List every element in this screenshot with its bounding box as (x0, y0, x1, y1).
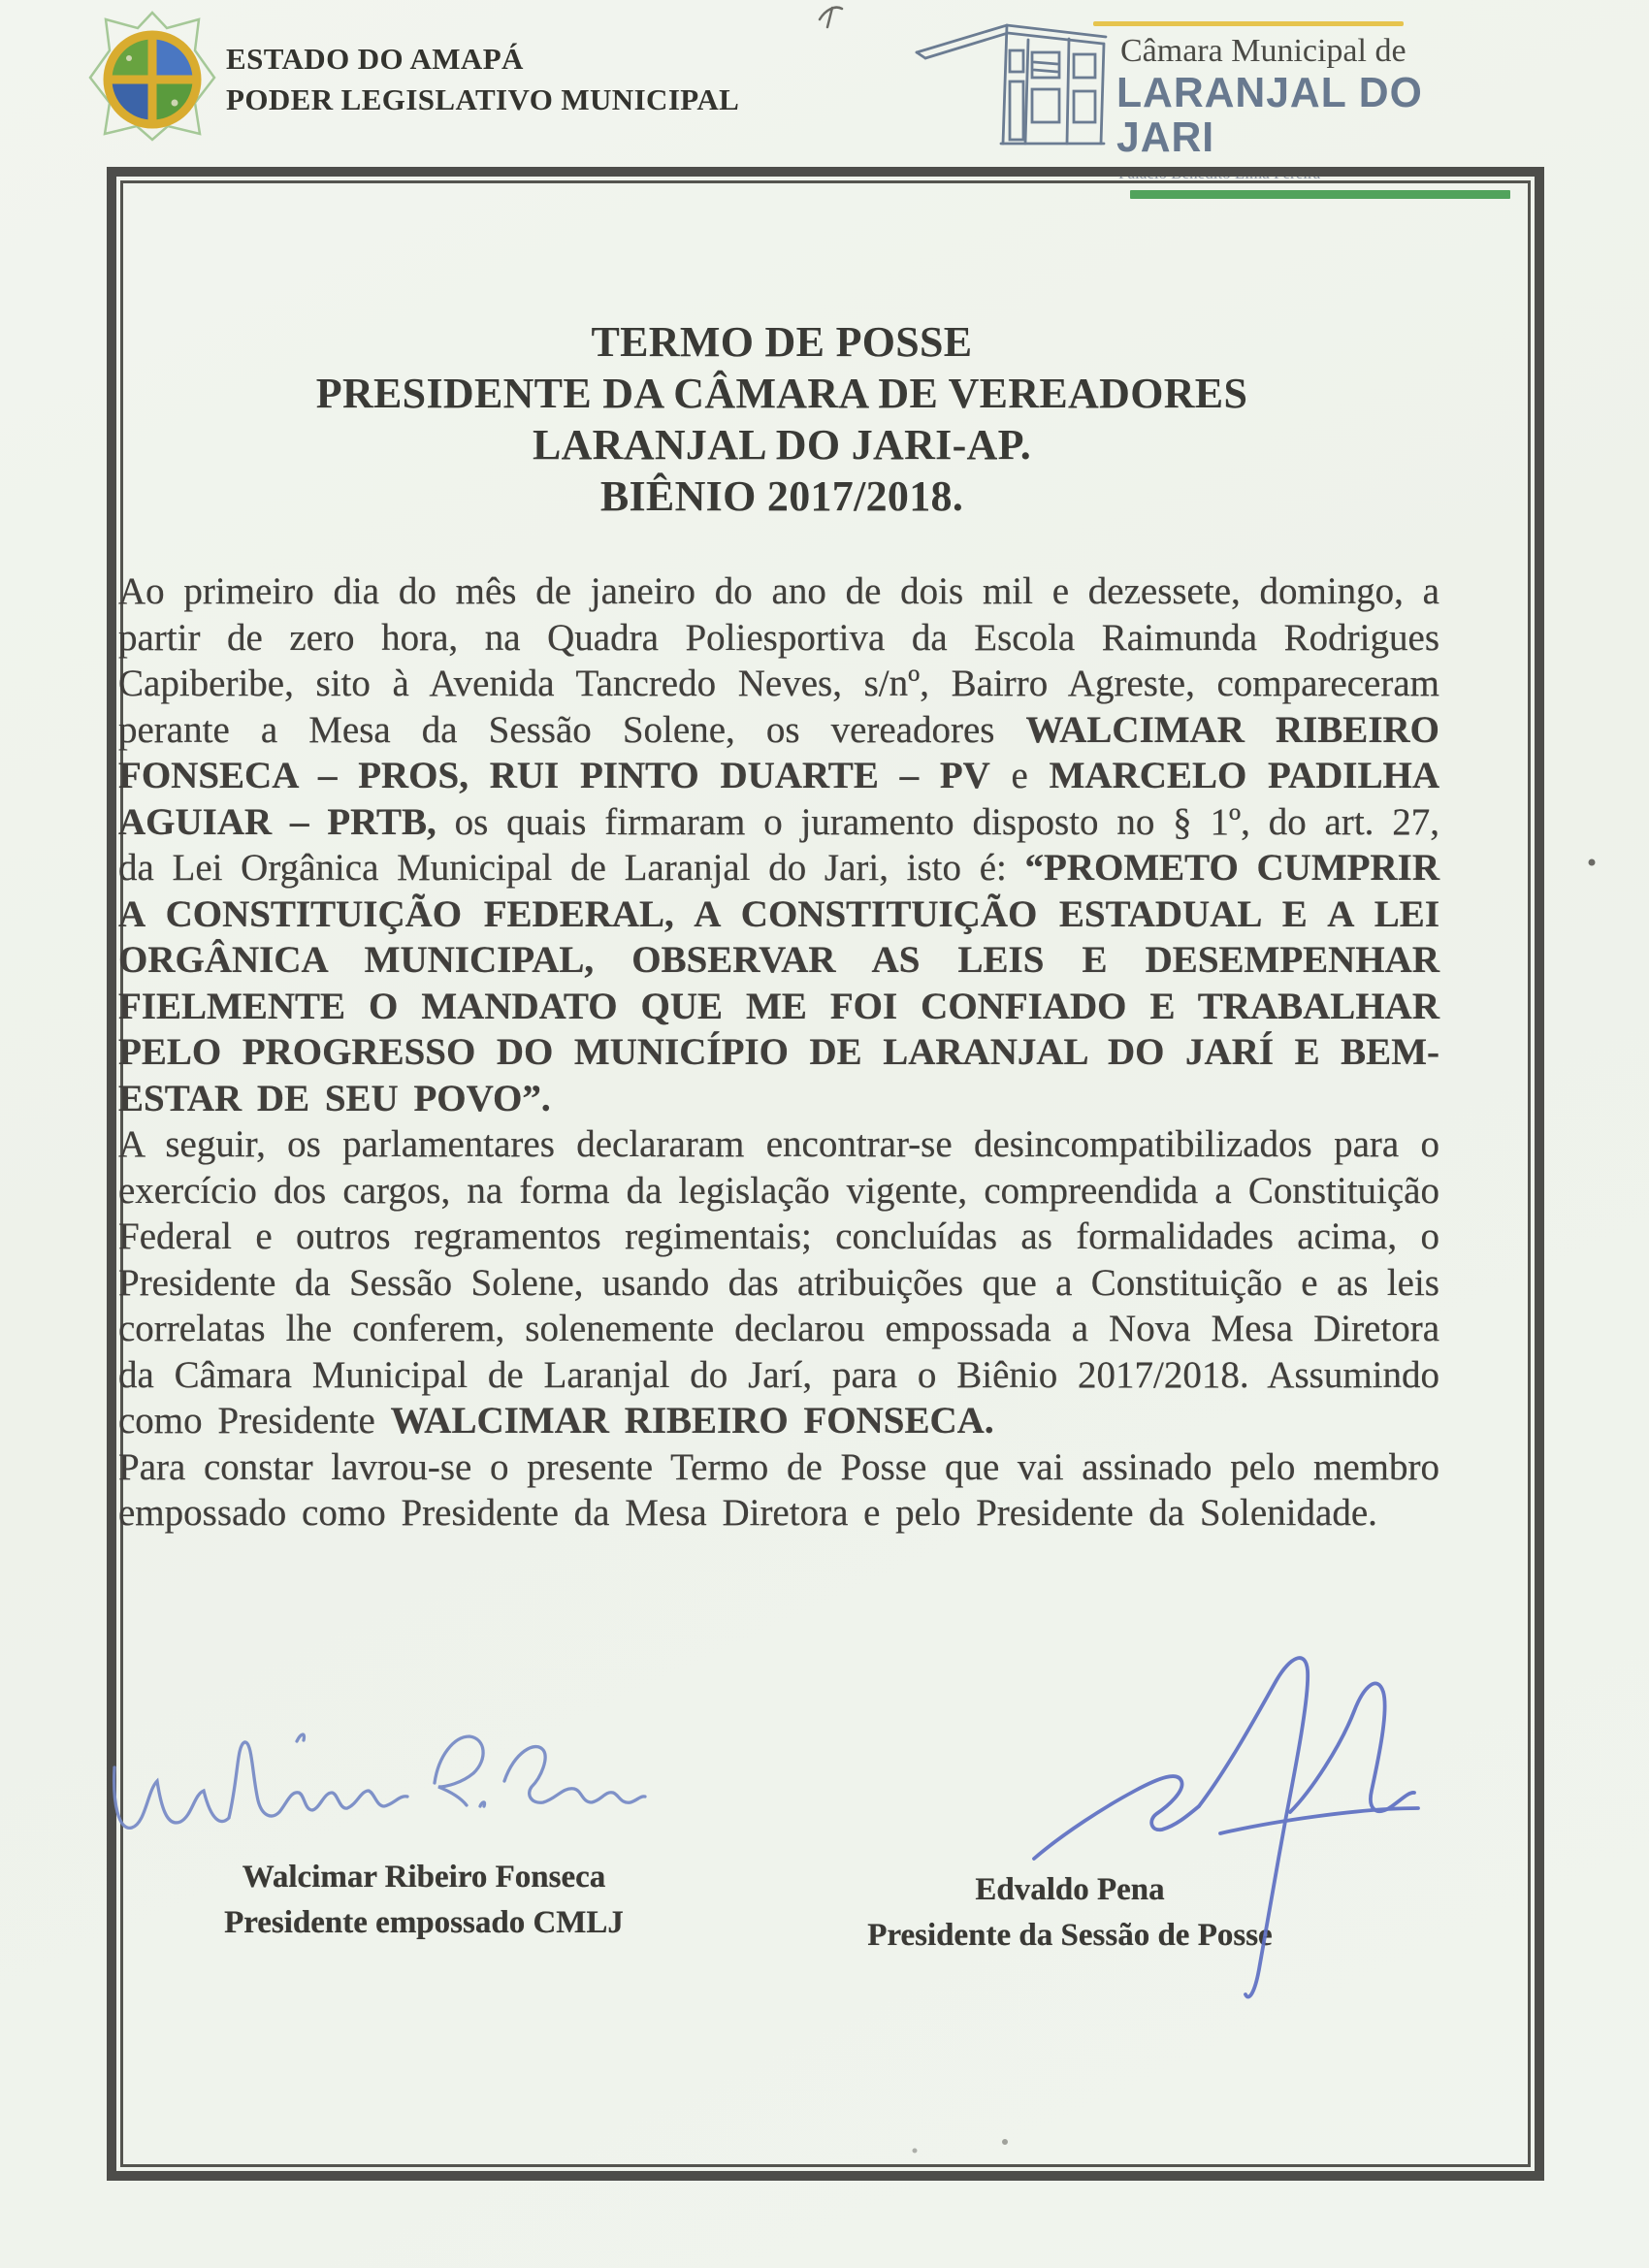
signer-name: Edvaldo Pena (975, 1872, 1165, 1907)
title-line-3: LARANJAL DO JARI-AP. (532, 421, 1032, 469)
signer-role: Presidente empossado CMLJ (224, 1905, 624, 1940)
logo-small-title: Câmara Municipal de (1120, 33, 1406, 69)
document-title (118, 316, 1445, 522)
logo-yellow-rule (1093, 21, 1404, 26)
signer-name: Walcimar Ribeiro Fonseca (242, 1860, 606, 1895)
title-line-2: PRESIDENTE DA CÂMARA DE VEREADORES (315, 370, 1248, 417)
signature-block-walcimar (181, 1855, 666, 1946)
paragraph-oath: Ao primeiro dia do mês de janeiro do ano de dois mil e dezessete, domingo, a partir de zero hora, na Quadra Poliesportiva da Escola Raimunda Rodrigues Capiberibe, sito à Avenida Tancredo Neves, s/nº, Bairro Agreste, compareceram perante a Mesa da Sessão Solene, os vereadores WALCIMAR RIBEIRO FONSECA – PROS, RUI PINTO DUARTE – PV e MARCELO PADILHA AGUIAR – PRTB, os quais firmaram o juramento disposto no § 1º, do art. 27, da Lei Orgânica Municipal de Laranjal do Jari, isto é: “PROMETO CUMPRIR A CONSTITUIÇÃO FEDERAL, A CONSTITUIÇÃO ESTADUAL E A LEI ORGÂNICA MUNICIPAL, OBSERVAR AS LEIS E DESEMPENHAR FIELMENTE O MANDATO QUE ME FOI CONFIADO E TRABALHAR PELO PROGRESSO DO MUNICÍPIO DE LARANJAL DO JARÍ E BEM-ESTAR DE SEU POVO”. (118, 570, 1440, 1119)
state-name: ESTADO DO AMAPÁ (226, 42, 524, 76)
legislative-power-label: PODER LEGISLATIVO MUNICIPAL (226, 82, 740, 116)
logo-city-name: LARANJAL DO JARI (1116, 69, 1423, 161)
document-body (118, 568, 1439, 1537)
amapa-coat-of-arms-icon (85, 10, 219, 142)
title-line-1: TERMO DE POSSE (591, 318, 973, 366)
paragraph-closing: Para constar lavrou-se o presente Termo de Posse que vai assinado pelo membro empossado como Presidente da Mesa Diretora e pelo Presidente da Solenidade. (118, 1445, 1439, 1534)
state-org-titles (226, 39, 739, 120)
signer-role: Presidente da Sessão de Posse (867, 1918, 1273, 1953)
camara-building-sketch-icon (914, 19, 1113, 146)
title-line-4: BIÊNIO 2017/2018. (599, 472, 964, 520)
signature-block-edvaldo (827, 1867, 1312, 1959)
logo-subtitle: Palácio Benedito Lima Pereira (1118, 164, 1321, 182)
paragraph-declaration: A seguir, os parlamentares declararam encontrar-se desincompatibilizados para o exercício dos cargos, na forma da legislação vigente, compreendida a Constituição Federal e outros regramentos regimentais; concluídas as formalidades acima, o Presidente da Sessão Solene, usando das atribuições que a Constituição e as leis correlatas lhe conferem, solenemente declarou empossada a Nova Mesa Diretora da Câmara Municipal de Laranjal do Jarí, para o Biênio 2017/2018. Assumindo como Presidente WALCIMAR RIBEIRO FONSECA. (118, 1123, 1439, 1442)
